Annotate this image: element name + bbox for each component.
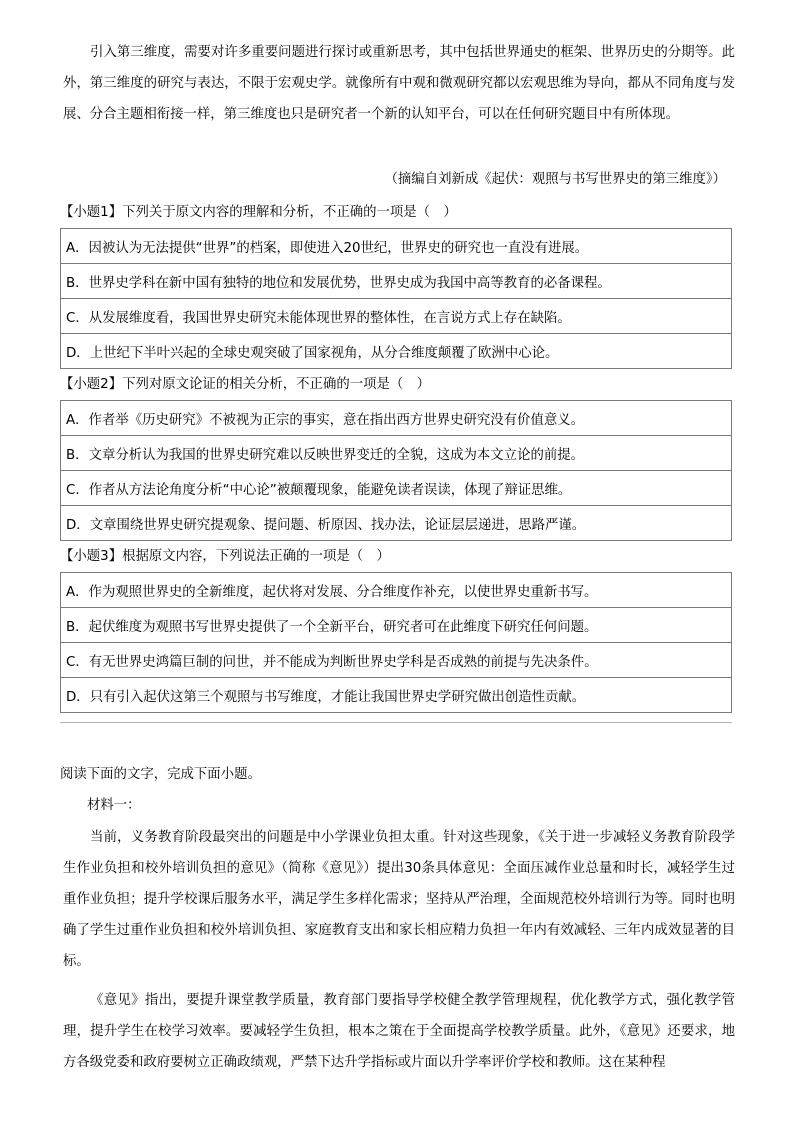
question-2-title: 【小题2】下列对原文论证的相关分析，不正确的一项是（ ） — [60, 377, 431, 392]
question-3-option-d[interactable]: D．只有引入起伏这第三个观照与书写维度，才能让我国世界史学研究做出创造性贡献。 — [61, 678, 732, 713]
question-1-option-d[interactable]: D．上世纪下半叶兴起的全球史观突破了国家视角，从分合维度颠覆了欧洲中心论。 — [61, 334, 732, 369]
question-2-option-d[interactable]: D．文章围绕世界史研究提观象、提问题、析原因、找办法，论证层层递进，思路严谨。 — [61, 506, 732, 541]
question-2-option-c[interactable]: C．作者从方法论角度分析“中心论”被颠覆现象，能避免读者误读，体现了辩证思维。 — [61, 471, 732, 506]
material-1-label: 材料一： — [87, 798, 141, 813]
question-2-option-a[interactable]: A．作者举《历史研究》不被视为正宗的事实，意在指出西方世界史研究没有价值意义。 — [61, 401, 732, 436]
passage-source: （摘编自刘新成《起伏：观照与书写世界史的第三维度》） — [384, 172, 726, 187]
material-1-paragraph-1: 当前，义务教育阶段最突出的问题是中小学课业负担太重。针对这些现象，《关于进一步减轻义务教育阶段学生作业负担和校外培训负担的意见》（简称《意见》）提出30条具体意见：全面压减作业总量和时长，减轻学生过重作业负担；提升学校课后服务水平，满足学生多样化需求；坚持从严治理，全面规范校外培训行为等。同时也明确了学生过重作业负担和校外培训负担、家庭教育支出和家长相应精力负担一年内有效减轻、三年内成效显著的目标。 — [63, 830, 735, 969]
question-3-options — [60, 572, 732, 713]
question-3-option-a[interactable]: A．作为观照世界史的全新维度，起伏将对发展、分合维度作补充，以使世界史重新书写。 — [61, 573, 732, 608]
question-1-option-a[interactable]: A．因被认为无法提供“世界”的档案，即使进入20世纪，世界史的研究也一直没有进展。 — [61, 229, 732, 264]
question-2-options — [60, 400, 732, 541]
reading-instruction: 阅读下面的文字，完成下面小题。 — [60, 767, 261, 782]
question-2-option-b[interactable]: B．文章分析认为我国的世界史研究难以反映世界变迁的全貌，这成为本文立论的前提。 — [61, 436, 732, 471]
question-1-title: 【小题1】下列关于原文内容的理解和分析，不正确的一项是（ ） — [60, 205, 457, 220]
question-3-option-c[interactable]: C．有无世界史鸿篇巨制的问世，并不能成为判断世界史学科是否成熟的前提与先决条件。 — [61, 643, 732, 678]
question-3-option-b[interactable]: B．起伏维度为观照书写世界史提供了一个全新平台，研究者可在此维度下研究任何问题。 — [61, 608, 732, 643]
question-1-option-b[interactable]: B．世界史学科在新中国有独特的地位和发展优势，世界史成为我国中高等教育的必备课程。 — [61, 264, 732, 299]
question-1-options — [60, 228, 732, 369]
question-1-option-c[interactable]: C．从发展维度看，我国世界史研究未能体现世界的整体性，在言说方式上存在缺陷。 — [61, 299, 732, 334]
section-divider — [60, 722, 732, 723]
material-1-paragraph-2: 《意见》指出，要提升课堂教学质量，教育部门要指导学校健全教学管理规程，优化教学方式，强化教学管理，提升学生在校学习效率。要减轻学生负担，根本之策在于全面提高学校教学质量。此外，《意见》还要求，地方各级党委和政府要树立正确政绩观，严禁下达升学指标或片面以升学率评价学校和教师。这在某种程 — [63, 993, 735, 1070]
question-3-title: 【小题3】根据原文内容，下列说法正确的一项是（ ） — [60, 549, 390, 564]
passage-paragraph-1: 引入第三维度，需要对许多重要问题进行探讨或重新思考，其中包括世界通史的框架、世界历史的分期等。此外，第三维度的研究与表达，不限于宏观史学。就像所有中观和微观研究都以宏观思维为导向，都从不同角度与发展、分合主题相衔接一样，第三维度也只是研究者一个新的认知平台，可以在任何研究题目中有所体现。 — [63, 45, 735, 122]
